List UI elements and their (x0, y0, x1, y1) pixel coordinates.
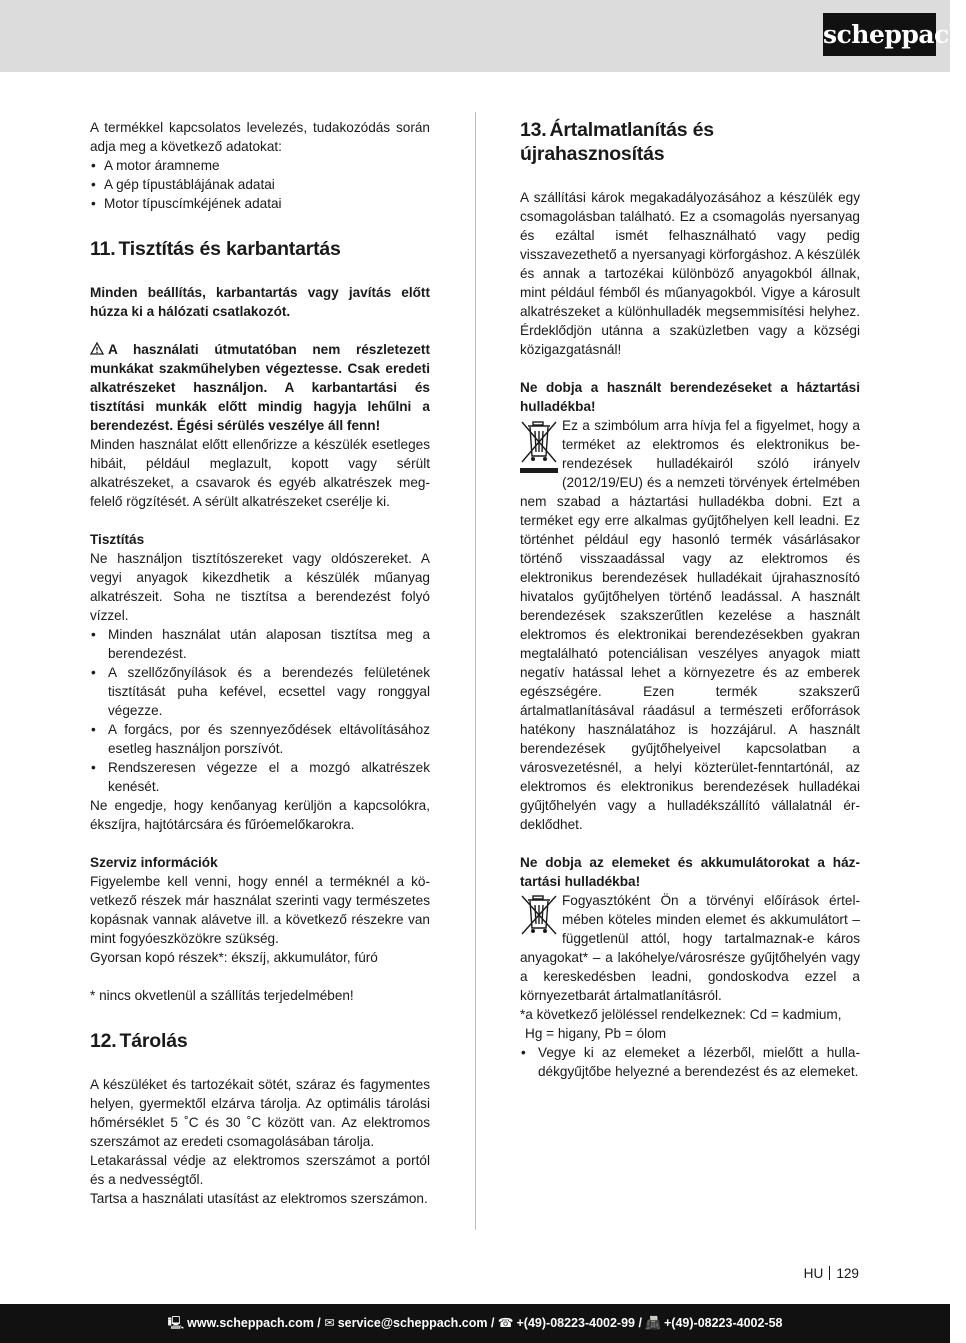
footer-web[interactable]: www.scheppach.com (187, 1316, 314, 1330)
section-heading-12: 12. Tárolás (90, 1030, 188, 1052)
list-item: • Motor típuscímkéjének adatai (90, 194, 430, 213)
cleaning-heading: Tisztítás (90, 532, 145, 547)
list-item: • Rendszeresen végezze el a mozgó alkatrészek kenését. (90, 758, 430, 796)
computer-icon: 🖳 (167, 1316, 185, 1330)
crossed-bin-icon (520, 418, 558, 476)
list-item: • Minden használat után alaposan tisztítsa meg a berendezést. (90, 625, 430, 663)
list-item: • A szellőzőnyílások és a berendezés felületének tisztítását puha kefével, ecsettel vagy ronggyal végezze. (90, 663, 430, 720)
storage-manual-text: Tartsa a használati utasítást az elektromos szerszámon. (90, 1191, 428, 1206)
warning-unplug: Minden beállítás, karbantartás vagy javítás előtt húzza ki a hálózati csatlakozót. (90, 285, 430, 319)
battery-text: Fogyasztóként Ön a törvényi előírások értelmében köteles minden elemet és akkumulátort – függetlenül attól, hogy tartalmaznak-e káros anyagokat* – a lakóhelye/városrésze gyűjtőhelyén vagy a kereskedésben leadni, gondoskodva ezzel a környezetbarát ártalmatlanításról. (520, 893, 860, 1003)
footer-bar: 🖳 www.scheppach.com / ✉ service@scheppach.com / ☎ +(49)-08223-4002-99 / 📠 +(49)-08223-4002-58 (0, 1304, 950, 1343)
section-heading-11: 11. Tisztítás és karbantartás (90, 238, 341, 260)
wear-parts-text: Gyorsan kopó részek*: ékszíj, akkumulátor, fúró (90, 950, 378, 965)
storage-cover-text: Letakarással védje az elektromos szerszámot a portól és a nedvességtől. (90, 1153, 430, 1187)
section-heading-13: 13. Ártalmatlanítás és újrahasznosítás (520, 119, 714, 165)
scheppach-logo: scheppach (823, 13, 936, 56)
list-item: • A motor áramneme (90, 156, 430, 175)
weee-block (520, 416, 860, 834)
disposal-text: A szállítási károk megakadályozásához a készülék egy csomagolásban található. Ez a csomagolás nyersanyag és ezáltal ismét felhasználható vagy pedig visszavezethető a nyersanyagi körforgáshoz. A készülék és annak a tartozékai különböző anyagokból állnak, mint például fémből és műanyagokból. Vigye a károsult alkatrészeket a különhulladék megsemmisítési helyhez. Érdeklődjön utánna a szaküzletben vagy a községi közigazgatásnál! (520, 190, 860, 357)
cleaning-text: Ne használjon tisztítószereket vagy oldószereket. A vegyi anyagok kikezdhetik a készülék műanyag alkatrészeit. Soha ne tisztítsa a berendezést folyó vízzel. (90, 551, 430, 623)
mail-icon: ✉ (324, 1316, 335, 1330)
warning-workshop: A használati útmutatóban nem részletezett munkákat szakműhelyben végeztesse. Csak eredeti alkatrészeket használjon. A karbantartási és tisztítási munkák előtt mindig hagyja lehűlni a berendezést. Égési sérülés veszélye áll fenn! (90, 342, 430, 433)
footer-email[interactable]: service@scheppach.com (337, 1316, 488, 1330)
intro-text: A termékkel kapcsolatos levelezés, tudakozódás során adja meg a következő adatokat: (90, 120, 430, 154)
lubricant-text: Ne engedje, hogy kenőanyag kerüljön a kapcsolókra, ékszíjra, hajtótárcsára és fűróemelőkarokra. (90, 798, 430, 832)
left-column (90, 118, 430, 1208)
phone-icon: ☎ (497, 1316, 514, 1330)
column-divider (475, 112, 476, 1230)
footnote: * nincs okvetlenül a szállítás terjedelmében! (90, 988, 354, 1003)
footer-phone: +(49)-08223-4002-99 (516, 1316, 635, 1330)
list-item: • A forgács, por és szennyeződések eltávolításához esetleg használjon porszívót. (90, 720, 430, 758)
storage-text: A készüléket és tartozékait sötét, száraz és fagymentes helyen, gyermektől elzárva tárolja. Az optimális tárolási hőmérséklet 5 ˚C és 30 ˚C között van. Az elektromos szerszámot az eredeti csomagolásában tárolja. (90, 1077, 430, 1149)
right-column (520, 118, 860, 1081)
header-bar (0, 0, 966, 72)
intro-list (90, 156, 430, 213)
crossed-bin-icon (520, 893, 558, 937)
fax-icon: 📠 (645, 1316, 661, 1330)
inspection-text: Minden használat előtt ellenőrizze a készülék esetleges hibáit, például meglazult, kopott vagy sérült alkatrészeket, a csavarok és egyéb alkatrészek megfelelő rögzítését. A sérült alkatrészeket cserélje ki. (90, 437, 430, 509)
page-number: HU 129 (803, 1266, 859, 1281)
battery-heading: Ne dobja az elemeket és akkumulátorokat a háztartási hulladékba! (520, 855, 860, 889)
warning-icon (90, 342, 104, 355)
battery-note-2: Hg = higany, Pb = ólom (525, 1026, 667, 1041)
weee-heading: Ne dobja a használt berendezéseket a háztartási hulladékba! (520, 380, 860, 414)
service-text: Figyelembe kell venni, hogy ennél a terméknél a következő részek már használat szerinti vagy természetes kopásnak vannak alávetve ill. a következő részekre van mint fogyóeszközökre szükség. (90, 874, 430, 946)
service-heading: Szerviz információk (90, 855, 218, 870)
weee-text: Ez a szimbólum arra hívja fel a figyelmet, hogy a terméket az elektromos és elektronikus berendezések hulladékairól szóló irányelv (2012/19/EU) és a nemzeti törvények értelmében nem szabad a háztartási hulladékba dobni. Ezt a terméket egy erre alkalmas gyűjtőhelyen kell leadni. Ez történhet például egy hasonló termék vásárlásakor történő visszaadással vagy az elektromos és elektronikus berendezések hulladékait újrahasznosító hivatalos gyűjtőhelyen történő leadással. A használt berendezések szakszerűtlen kezelése a használt elektromos és elektronikai berendezésekben gyakran megtalálható potenciálisan veszélyes anyagok miatt negatív hatással lehet a környezetre és az emberek egészségére. Ezen termék szakszerű ártalmatlanításával ráadásul a természeti erőforrások hatékony használatához is hozzájárul. A használt berendezések gyűjtőhelyeivel kapcsolatban a városvezetésnél, a helyi közterület-fenntartónál, az elektromos és elektronikus berendezések hulladékai gyűjtőhelyén vagy a hulladékszállító vállalatnál érdeklődhet. (520, 418, 860, 832)
battery-note: *a következő jelöléssel rendelkeznek: Cd = kadmium, (520, 1007, 842, 1022)
battery-list (520, 1043, 860, 1081)
cleaning-list (90, 625, 430, 796)
list-item: • A gép típustáblájának adatai (90, 175, 430, 194)
footer-fax: +(49)-08223-4002-58 (664, 1316, 783, 1330)
battery-block (520, 891, 860, 1005)
list-item: • Vegye ki az elemeket a lézerből, mielőtt a hulladékgyűjtőbe helyezné a berendezést és az elemeket. (520, 1043, 860, 1081)
